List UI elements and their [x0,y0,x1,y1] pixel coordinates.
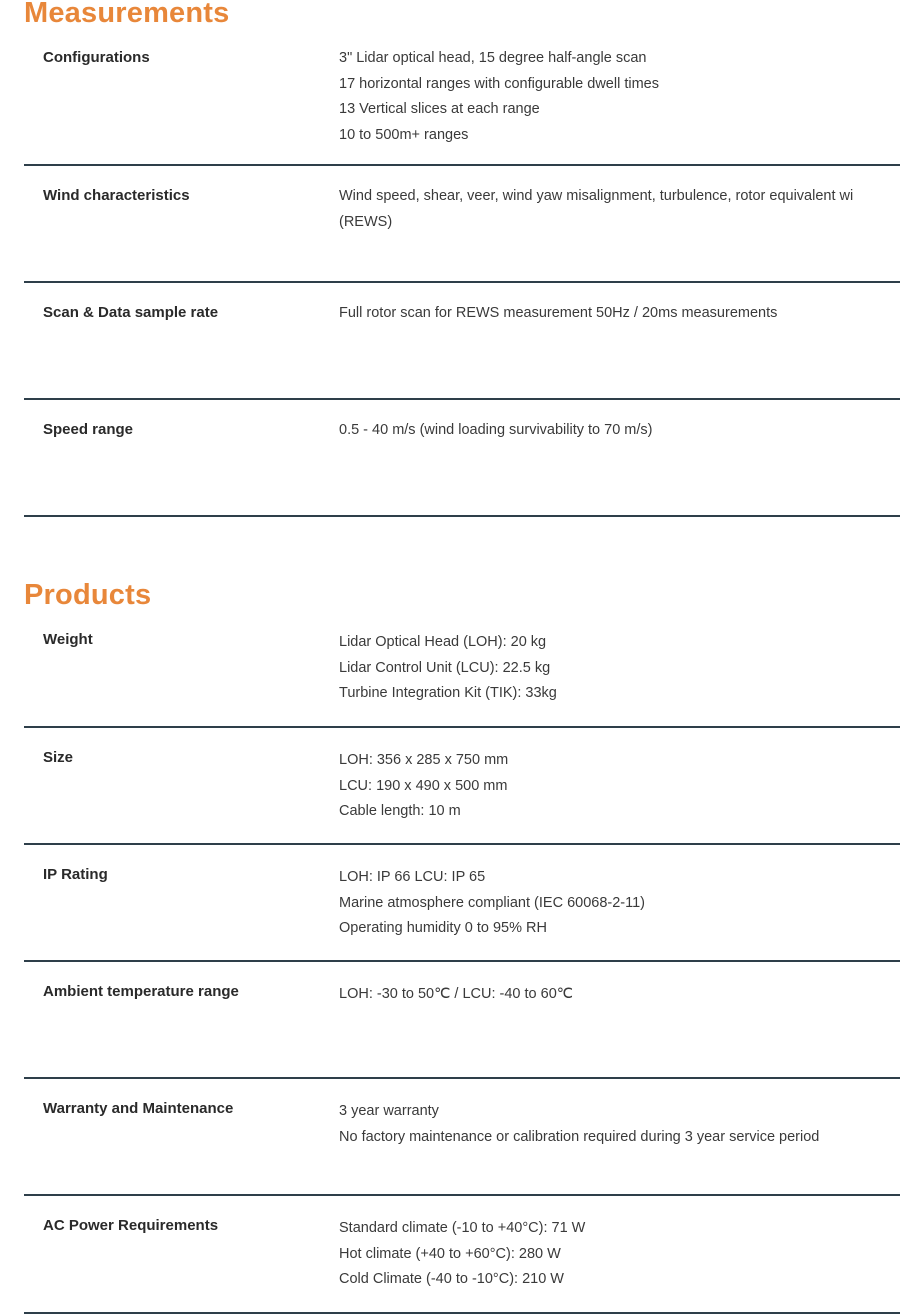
spec-value-line: 3 year warranty [339,1103,439,1119]
spec-value-line: Wind speed, shear, veer, wind yaw misalignment, turbulence, rotor equivalent wi [339,188,854,204]
spec-row-ac-power-requirements [24,1196,900,1314]
section-title-measurements: Measurements [24,0,230,29]
spec-values [339,184,900,235]
spec-row-warranty-and-maintenance [24,1079,900,1196]
spec-row-weight [24,610,900,728]
spec-values [339,1099,900,1150]
spec-label: Warranty and Maintenance [43,1100,234,1117]
spec-row-wind-characteristics [24,166,900,283]
spec-values [339,1216,900,1293]
spec-label: Size [43,749,74,766]
products-spec-table [24,610,900,1314]
spec-value-line: Hot climate (+40 to +60°C): 280 W [339,1245,561,1262]
spec-value-line: 10 to 500m+ ranges [339,126,469,143]
spec-values [339,748,900,825]
spec-label: Speed range [43,421,134,438]
spec-value-line: Full rotor scan for REWS measurement 50Hz / 20ms measurements [339,305,778,321]
spec-value-line: Standard climate (-10 to +40°C): 71 W [339,1220,586,1236]
spec-row-ip-rating [24,845,900,962]
spec-value-line: LOH: -30 to 50℃ / LCU: -40 to 60℃ [339,986,574,1002]
spec-values [339,418,900,444]
spec-value-line: LOH: 356 x 285 x 750 mm [339,752,509,768]
spec-value-line: Operating humidity 0 to 95% RH [339,920,547,936]
spec-value-line: (REWS) [339,213,393,230]
spec-value-line: LCU: 190 x 490 x 500 mm [339,777,508,794]
spec-label: Ambient temperature range [43,983,239,1000]
spec-row-size [24,728,900,845]
spec-row-scan-data-sample-rate [24,283,900,400]
spec-row-speed-range [24,400,900,517]
spec-values [339,301,900,327]
spec-value-line: Lidar Optical Head (LOH): 20 kg [339,634,547,650]
spec-label: IP Rating [43,866,108,883]
spec-value-line: 13 Vertical slices at each range [339,101,540,117]
spec-label: Scan & Data sample rate [43,304,219,321]
spec-value-line: 17 horizontal ranges with configurable dwell times [339,75,659,92]
spec-value-line: 3" Lidar optical head, 15 degree half-angle scan [339,50,647,66]
spec-value-line: 0.5 - 40 m/s (wind loading survivability to 70 m/s) [339,422,653,438]
section-title-products: Products [24,579,152,611]
measurements-spec-table [24,46,900,517]
spec-values [339,46,900,148]
spec-values [339,982,900,1008]
spec-label: Configurations [43,49,150,66]
spec-value-line: Marine atmosphere compliant (IEC 60068-2-11) [339,894,645,911]
spec-row-configurations [24,46,900,166]
spec-label: Wind characteristics [43,187,190,204]
spec-value-line: Cable length: 10 m [339,803,461,819]
spec-values [339,865,900,942]
spec-value-line: No factory maintenance or calibration required during 3 year service period [339,1128,820,1145]
spec-value-line: Turbine Integration Kit (TIK): 33kg [339,685,557,701]
spec-value-line: LOH: IP 66 LCU: IP 65 [339,869,486,885]
spec-value-line: Cold Climate (-40 to -10°C): 210 W [339,1271,564,1287]
spec-label: Weight [43,631,93,648]
spec-label: AC Power Requirements [43,1217,219,1234]
spec-row-ambient-temperature-range [24,962,900,1079]
spec-values [339,630,900,707]
spec-value-line: Lidar Control Unit (LCU): 22.5 kg [339,659,551,676]
